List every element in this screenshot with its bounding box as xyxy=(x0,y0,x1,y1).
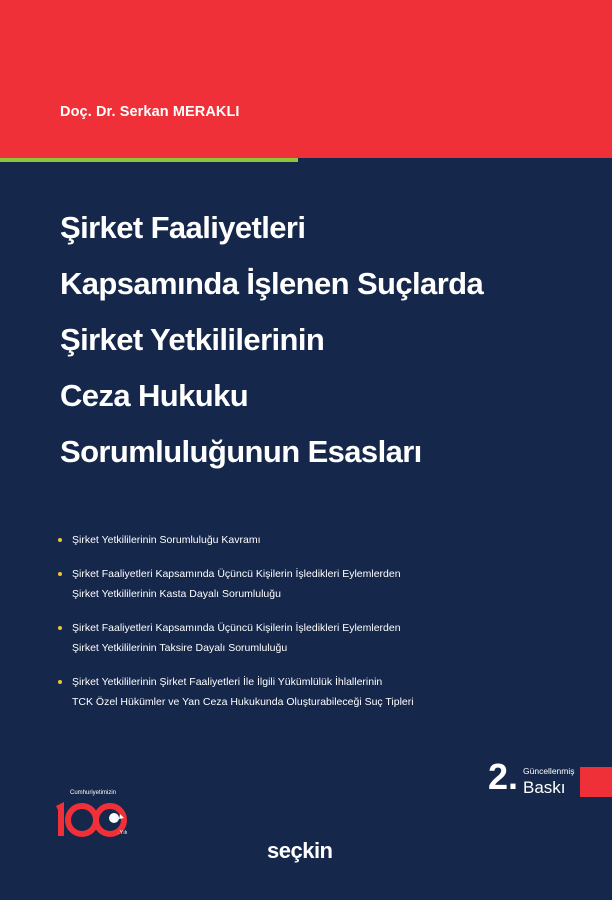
edition-qualifier: Güncellenmiş xyxy=(523,766,575,776)
green-accent-line xyxy=(0,158,298,162)
topic-list xyxy=(58,530,598,726)
edition-number: 2. xyxy=(488,756,519,797)
centenary-logo xyxy=(52,790,138,850)
bullet-dot-icon xyxy=(58,572,62,576)
topic-text: Şirket Yetkililerinin Şirket Faaliyetleri İle İlgili Yükümlülük İhlallerinin TCK Özel Hükümler ve Yan Ceza Hukukunda Oluşturabileceği Suç Tipleri xyxy=(72,676,414,708)
edition-label: Baskı xyxy=(523,778,566,797)
title-line: Şirket Faaliyetleri xyxy=(60,210,306,245)
edition-badge xyxy=(488,756,612,800)
topic-text: Şirket Yetkililerinin Sorumluluğu Kavramı xyxy=(72,534,261,546)
topic-text: Şirket Faaliyetleri Kapsamında Üçüncü Kişilerin İşledikleri Eylemlerden Şirket Yetkililerinin Kasta Dayalı Sorumluluğu xyxy=(72,568,401,600)
bullet-dot-icon xyxy=(58,626,62,630)
book-title xyxy=(60,200,590,480)
title-line: Şirket Yetkililerinin xyxy=(60,322,325,357)
bullet-dot-icon xyxy=(58,680,62,684)
centenary-caption: Cumhuriyetimizin xyxy=(70,790,117,796)
list-item xyxy=(58,530,598,550)
centenary-suffix: .Yılı xyxy=(118,830,128,836)
topic-text: Şirket Faaliyetleri Kapsamında Üçüncü Kişilerin İşledikleri Eylemlerden Şirket Yetkililerinin Taksire Dayalı Sorumluluğu xyxy=(72,622,401,654)
list-item xyxy=(58,564,598,604)
title-line: Ceza Hukuku xyxy=(60,378,249,413)
edition-red-bar xyxy=(580,767,612,797)
list-item xyxy=(58,618,598,658)
author-name: Doç. Dr. Serkan MERAKLI xyxy=(60,104,240,120)
title-line: Sorumluluğunun Esasları xyxy=(60,434,422,469)
publisher-logo: seçkin xyxy=(267,838,333,863)
top-red-band xyxy=(0,0,612,158)
list-item xyxy=(58,672,598,712)
bullet-dot-icon xyxy=(58,538,62,542)
title-line: Kapsamında İşlenen Suçlarda xyxy=(60,266,484,301)
